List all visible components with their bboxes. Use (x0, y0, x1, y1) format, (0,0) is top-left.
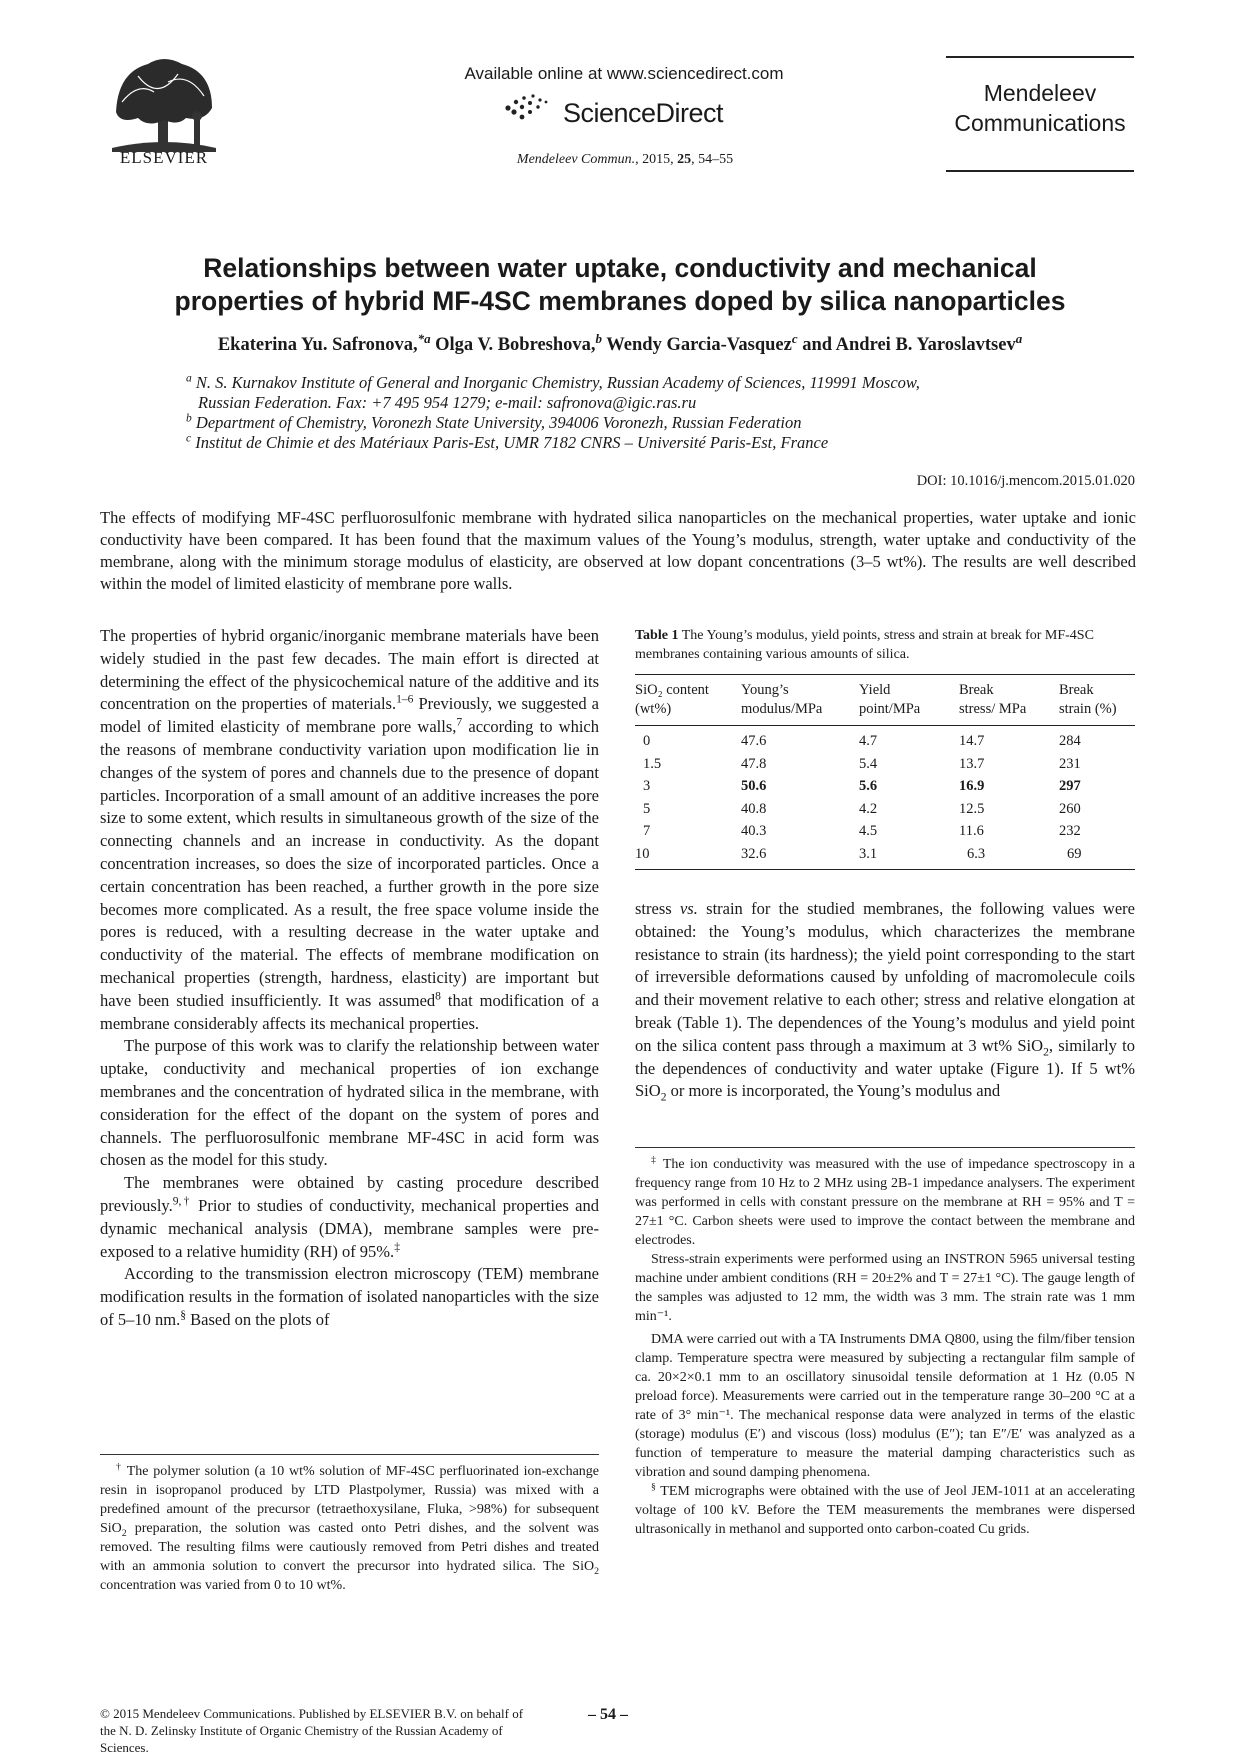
table-header-cell: Break strain (%) (1059, 682, 1117, 717)
article-title: Relationships between water uptake, conductivity and mechanical properties of hybrid MF-4SC membranes doped by silica nanoparticles (174, 253, 1066, 316)
journal-name-line2: Communications (954, 110, 1126, 136)
table-row: 7 40.3 4.5 11.6 232 (643, 823, 1081, 839)
paragraph: The membranes were obtained by casting procedure described previously.$^{9,\dagger}$ Prior to studies of conductivity, mechanical properties and dynamic mechanical analysis (DMA), membrane samples were pre-exposed to a relative humidity (RH) of 95%.‡ (100, 1173, 599, 1261)
table-header-cell: Break stress/ MPa (959, 682, 1027, 717)
footnote-dma: DMA were carried out with a TA Instruments DMA Q800, using the film/fiber tension clamp. Temperature spectra were measured by subjecting a rectangular film sample of ca. 20×2×0.1 mm to an oscillatory sinusoidal tensile deformation at 1 Hz (0.05 N preload force). Measurements were carried out in the temperature range 30–200 °C at a rate of 3° min⁻¹. The mechanical response data were analyzed in terms of the elastic (storage) modulus (E′) and viscous (loss) modulus (E″); tan E″/E′ was analyzed as a function of temperature to measure the material damping characteristics such as vibration and sound damping phenomena. (635, 1332, 1135, 1480)
affiliation-c: $^c$ Institut de Chimie et des Matériaux Paris-Est, UMR 7182 CNRS – Université Paris-Est, France (186, 432, 829, 452)
right-column-body (635, 898, 1135, 1103)
table-row: 0 47.6 4.7 14.7 284 (643, 733, 1081, 749)
journal-name-line1: Mendeleev (983, 80, 1097, 106)
table-row: 5 40.8 4.2 12.5 260 (643, 800, 1081, 817)
elsevier-logo (108, 52, 220, 170)
footnote-stress-strain: Stress-strain experiments were performed using an INSTRON 5965 universal testing machine under ambient conditions (RH = 20±2% and T = 27±1 °C). The gauge length of the samples was adjusted to 12 mm, the width was 3 mm. The strain rate was 1 mm min⁻¹. (635, 1252, 1135, 1324)
table-header-cell: Young’s modulus/MPa (741, 682, 823, 717)
author-list: Ekaterina Yu. Safronova,$^{*a}$ Olga V. Bobreshova,$^b$ Wendy Garcia-Vasquez$^c$ and Andrei B. Yaroslavtsev$^a$ (217, 330, 1023, 355)
sciencedirect-wordmark: ScienceDirect (563, 98, 724, 128)
affiliation-a-cont: Russian Federation. Fax: +7 495 954 1279; e-mail: safronova@igic.ras.ru (198, 393, 697, 412)
affiliation-a: $^a$ N. S. Kurnakov Institute of General and Inorganic Chemistry, Russian Academy of Sciences, 119991 Moscow, (186, 372, 920, 392)
table-caption: Table 1 The Young’s modulus, yield points, stress and strain at break for MF-4SC membranes containing various amounts of silica. (635, 628, 1094, 662)
table-header-cell: SiO₂ content (wt%) (635, 682, 709, 717)
abstract: The effects of modifying MF-4SC perfluorosulfonic membrane with hydrated silica nanoparticles on the mechanical properties, water uptake and ionic conductivity have been compared. It has been found that the maximum values of the Young’s modulus, strength, water uptake and conductivity of the membrane, along with the minimum storage modulus of elasticity, are observed at low dopant concentrations (3–5 wt%). The results are well described within the model of limited elasticity of membrane pore walls. (100, 508, 1136, 593)
left-column-body (100, 625, 599, 1332)
table-row: 10 32.6 3.1 6.3 69 (635, 845, 1082, 862)
footnote-double-dagger: ‡ The ion conductivity was measured with the use of impedance spectroscopy in a frequency range from 10 Hz to 2 MHz using 2B-1 impedance analysers. The experiment was performed in cells with constant pressure on the membrane at RH = 95% and T = 27±1 °C. Carbon sheets were used to improve the contact between the membrane and electrodes. (635, 1154, 1135, 1248)
journal-name-box (946, 56, 1134, 172)
doi-link[interactable]: DOI: 10.1016/j.mencom.2015.01.020 (916, 473, 1135, 489)
footnote-divider (635, 1147, 1135, 1148)
footnote-divider (100, 1454, 599, 1455)
table-row: 1.5 47.8 5.4 13.7 231 (643, 755, 1081, 772)
paragraph: The properties of hybrid organic/inorganic membrane materials have been widely studied in the past few decades. The main effort is directed at determining the effect of the physicochemical nature of the additive and its concentration on the properties of materials.$^{1-6}$ Previously, we suggested a model of limited elasticity of membrane pore walls,$^7$ according to which the reasons of membrane conductivity variation upon modification lie in changes of the system of pores and channels due to the presence of dopant particles. Incorporation of a small amount of an additive increases the pore size to some extent, which results in simultaneous growth of the size of the connecting channels and an increase in conductivity. As the dopant concentration increases, so does the size of incorporated particles. Once a certain concentration has been reached, a further growth in the pore size becomes more complicated. As a result, the free space volume inside the pores is reduced, with a resulting decrease in the water uptake and conductivity of the material. The effects of membrane modification on mechanical properties (strength, hardness, elasticity) are important but have been studied insufficiently. It was assumed$^8$ that modification of a membrane considerably affects its mechanical properties. (100, 626, 599, 1033)
table-1 (635, 674, 1135, 870)
paragraph: stress vs. strain for the studied membranes, the following values were obtained: the Young’s modulus, which characterizes the membrane resistance to strain (its hardness); the yield point corresponding to the start of irreversible deformations caused by unfolding of macromolecule coils and their movement relative to each other; stress and relative elongation at break (Table 1). The dependences of the Young’s modulus and yield point on the silica content pass through a maximum at 3 wt% SiO$_2$, similarly to the dependences of conductivity and water uptake (Figure 1). If 5 wt% SiO$_2$ or more is incorporated, the Young’s modulus and (635, 899, 1135, 1104)
copyright-notice: © 2015 Mendeleev Communications. Published by ELSEVIER B.V. on behalf of the N. D. Zelinsky Institute of Organic Chemistry of the Russian Academy of Sciences. (100, 1706, 524, 1755)
available-online-text: Available online at www.sciencedirect.com (464, 64, 784, 83)
citation-line: Mendeleev Commun., 2015, 25, 54–55 (516, 152, 734, 167)
affiliations (186, 373, 1086, 453)
footnotes-right (635, 1155, 1135, 1539)
publisher-name: ELSEVIER (119, 148, 209, 167)
affiliation-b: $^b$ Department of Chemistry, Voronezh State University, 394006 Voronezh, Russian Federation (186, 412, 802, 432)
footnote-section: § TEM micrographs were obtained with the use of Jeol JEM-1011 at an accelerating voltage of 100 kV. Before the TEM measurements the membranes were dispersed ultrasonically in methanol and supported onto carbon-coated Cu grids. (635, 1481, 1135, 1537)
footnote-dagger: † The polymer solution (a 10 wt% solution of MF-4SC perfluorinated ion-exchange resin in isopropanol produced by LTD Plastpolymer, Russia) was mixed with a predefined amount of the precursor (tetraethoxysilane, Fluka, >98%) for subsequent SiO$_2$ preparation, the solution was casted onto Petri dishes, and the solvent was removed. The resulting films were cautiously removed from Petri dishes and treated with an ammonia solution to convert the precursor into hydrated silica. The SiO$_2$ concentration was varied from 0 to 10 wt%. (100, 1461, 599, 1593)
page-number: – 54 – (588, 1706, 628, 1723)
table-row: 3 50.6 5.6 16.9 297 (643, 778, 1081, 794)
table-header-row (635, 681, 1135, 719)
paragraph: The purpose of this work was to clarify the relationship between water uptake, conductivity and mechanical properties of ion exchange membranes and the concentration of hydrated silica in the membrane, with consideration for the effect of the dopant on the system of pores and channels. The perfluorosulfonic membrane MF-4SC in acid form was chosen as the model for this study. (100, 1036, 599, 1170)
paragraph: According to the transmission electron microscopy (TEM) membrane modification results in the formation of isolated nanoparticles with the size of 5–10 nm.§ Based on the plots of (100, 1264, 599, 1329)
table-header-cell: Yield point/MPa (859, 682, 921, 717)
